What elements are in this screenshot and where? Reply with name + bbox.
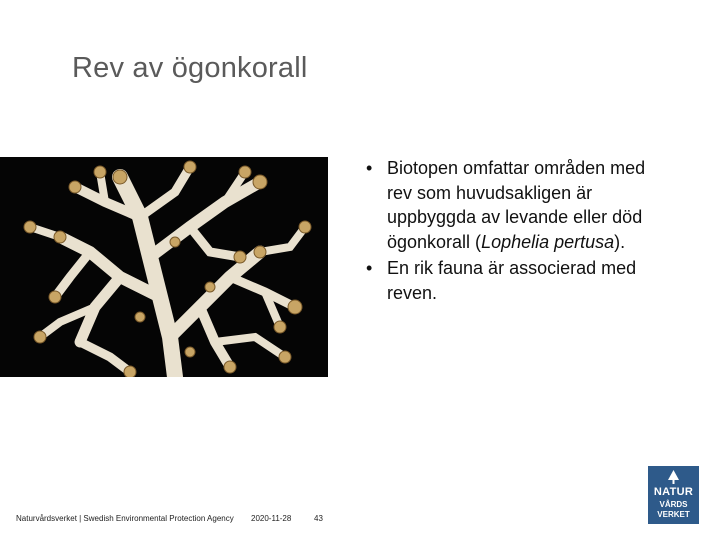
logo-line-3: VERKET [657,510,690,519]
bullet-text: Biotopen omfattar områden med rev som huvudsakligen är uppbyggda av levande eller död ögonkorall ( [387,158,646,252]
logo-line-2: VÅRDS [659,500,688,509]
coral-photo [0,157,328,377]
bullet-text-end: ). [614,231,626,252]
naturvardsverket-logo [648,466,699,524]
bullet-text: En rik fauna är associerad med reven. [387,258,637,303]
bullet-item [366,256,656,305]
coral-illustration [0,157,328,377]
footer-organization: Naturvårdsverket | Swedish Environmental Protection Agency [16,514,234,523]
bullet-list [366,156,656,307]
footer-page-number: 43 [314,514,323,523]
species-name: Lophelia pertusa [481,231,615,252]
bullet-dot: • [366,258,373,278]
bullet-dot: • [366,158,373,178]
logo-line-1: NATUR [653,486,694,498]
footer-date: 2020-11-28 [251,514,292,523]
bullet-item [366,156,656,254]
slide-title: Rev av ögonkorall [72,52,308,84]
tree-icon [666,469,681,485]
